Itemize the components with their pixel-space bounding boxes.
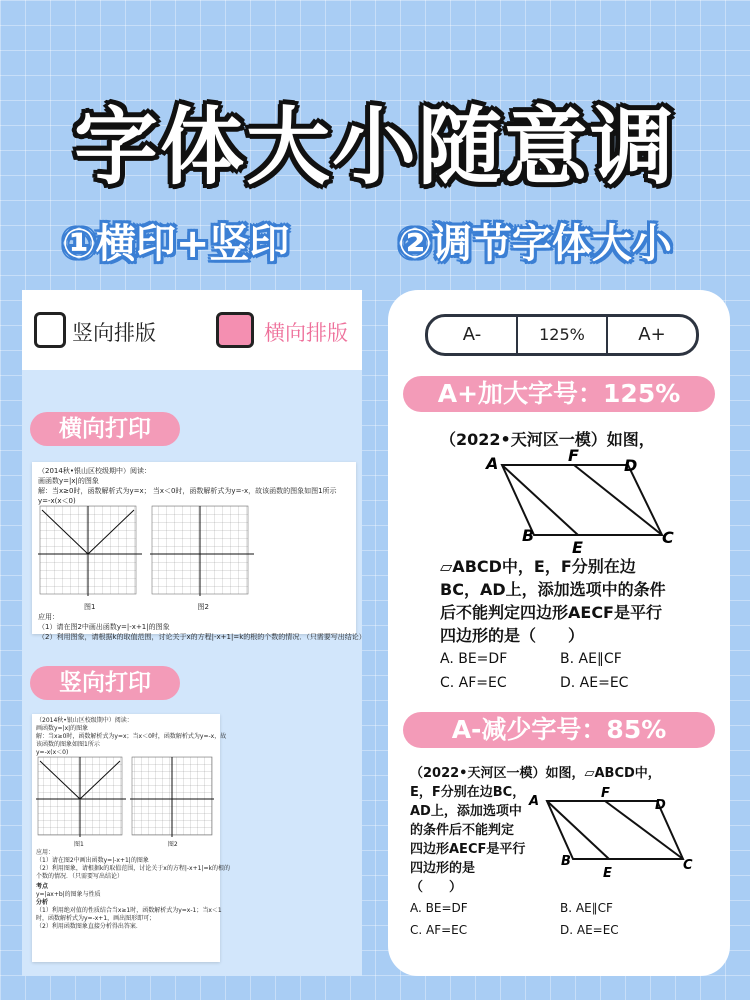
parallelogram-figure bbox=[440, 446, 680, 557]
option-c: C. AF=EC bbox=[440, 675, 507, 691]
options-row bbox=[440, 671, 678, 695]
zoom-value: 125% bbox=[516, 317, 608, 353]
problem-line: 四边形的是 bbox=[410, 861, 476, 876]
option-d: D. AE=EC bbox=[560, 675, 629, 691]
landscape-doc-preview bbox=[32, 462, 366, 641]
label-c: C bbox=[683, 858, 693, 873]
problem-line: （2022•天河区一模）如图，▱ABCD中， bbox=[410, 766, 661, 781]
option-d: D. AE=EC bbox=[560, 923, 619, 937]
subtitle-font-size: ②调节字体大小 bbox=[398, 221, 672, 267]
doc-line: y=-x(x＜0) bbox=[36, 749, 69, 756]
label-f: F bbox=[601, 786, 611, 801]
doc-line: （1）利用绝对值的性质结合当x≥1时，函数解析式为y=x-1；当x＜1 bbox=[36, 907, 222, 914]
increase-font-button[interactable]: A+ bbox=[638, 324, 666, 345]
option-b: B. AE∥CF bbox=[560, 901, 613, 915]
options-row bbox=[440, 647, 678, 671]
doc-line: （2）利用函数图象直接分析得出答案． bbox=[36, 923, 142, 930]
doc-line: y=-x(x＜0) bbox=[38, 497, 76, 505]
print-orientation-card bbox=[22, 290, 366, 976]
decrease-font-button[interactable]: A- bbox=[462, 324, 482, 345]
label-f: F bbox=[568, 446, 579, 465]
doc-line: y=|ax+b|的图象与性质 bbox=[36, 891, 101, 898]
problem-line: E，F分别在边BC， bbox=[410, 785, 526, 800]
orientation-toggle-bar bbox=[22, 290, 362, 371]
label-d: D bbox=[624, 456, 638, 475]
landscape-label[interactable]: 横向排版 bbox=[264, 321, 348, 345]
label-b: B bbox=[522, 526, 535, 545]
doc-line: （2014秋•银山区校级期中）阅读： bbox=[36, 717, 133, 724]
portrait-doc-preview bbox=[32, 714, 230, 962]
problem-large bbox=[436, 422, 682, 698]
fig2-label: 图2 bbox=[197, 603, 209, 611]
portrait-checkbox[interactable] bbox=[34, 312, 66, 348]
doc-line: 解：当x≥0时，函数解析式为y=x；当x＜0时，函数解析式为y=-x，故 bbox=[36, 733, 227, 740]
label-d: D bbox=[655, 798, 667, 813]
problem-line: 四边形的是（ ） bbox=[440, 626, 585, 645]
problem-line: ▱ABCD中，E，F分别在边 bbox=[440, 557, 636, 576]
option-c: C. AF=EC bbox=[410, 923, 468, 937]
doc-line: （1）请在图2中画出函数y=|-x+1|的图象 bbox=[36, 857, 149, 864]
page-title: 字体大小随意调 bbox=[73, 98, 676, 196]
zoom-control bbox=[425, 314, 699, 356]
doc-line: 个数的情况．（只需要写出结论） bbox=[36, 873, 124, 880]
problem-line: 后不能判定四边形AECF是平行 bbox=[440, 603, 662, 622]
problem-small bbox=[406, 760, 712, 956]
fig1-label: 图1 bbox=[74, 841, 84, 848]
doc-line: 时，函数解析式为y=-x+1，画出图形即可； bbox=[36, 915, 156, 922]
kaodian-heading: 考点 bbox=[36, 883, 49, 890]
option-a: A. BE=DF bbox=[410, 901, 468, 915]
doc-line: 解：当x≥0时，函数解析式为y=x； 当x＜0时，函数解析式为y=-x，故该函数的图象如图1所示 bbox=[38, 487, 337, 495]
label-c: C bbox=[662, 528, 674, 547]
options-row bbox=[410, 897, 708, 919]
doc-line: （2）利用图象，请根据k的取值范围，讨论关于x的方程|-x+1|=k的根的 bbox=[36, 865, 230, 872]
doc-line: 该函数的图象如图1所示 bbox=[36, 741, 100, 748]
fig1-label: 图1 bbox=[84, 603, 96, 611]
label-a: A bbox=[529, 794, 540, 809]
graph-figures-portrait bbox=[36, 757, 216, 841]
problem-source: （2022•天河区一模）如图， bbox=[440, 430, 655, 449]
parallelogram-figure-small bbox=[527, 783, 697, 883]
option-a: A. BE=DF bbox=[440, 651, 508, 667]
portrait-print-pill: 竖向打印 bbox=[30, 666, 180, 700]
problem-line: 的条件后不能判定 bbox=[410, 823, 515, 838]
graph-figures bbox=[38, 506, 350, 602]
landscape-print-pill: 横向打印 bbox=[30, 412, 180, 446]
fenxi-heading: 分析 bbox=[36, 899, 49, 906]
option-b: B. AE∥CF bbox=[560, 651, 622, 667]
options-row bbox=[410, 919, 708, 941]
doc-line: 画函数y=|x|的图象 bbox=[36, 725, 89, 732]
label-b: B bbox=[561, 854, 572, 869]
doc-line: 应用： bbox=[38, 613, 59, 621]
label-a: A bbox=[486, 454, 499, 473]
preview-area bbox=[22, 370, 366, 976]
font-size-card bbox=[388, 290, 730, 976]
problem-line: AD上，添加选项中 bbox=[410, 804, 522, 819]
problem-line: 四边形AECF是平行 bbox=[410, 842, 526, 857]
band-large-font: A+加大字号：125% bbox=[403, 376, 715, 412]
problem-line: （ ） bbox=[410, 880, 463, 895]
doc-line: （2）利用图象，请根据k的取值范围，讨论关于x的方程|-x+1|=k的根的个数的情况．（只需要写出结论） bbox=[38, 633, 366, 641]
doc-line: 应用： bbox=[36, 849, 55, 856]
doc-line: （2014秋•银山区校级期中）阅读： bbox=[38, 467, 151, 475]
label-e: E bbox=[603, 866, 613, 881]
problem-line: BC，AD上，添加选项中的条件 bbox=[440, 580, 666, 599]
doc-line: （1）请在图2中画出函数y=|-x+1|的图象 bbox=[38, 623, 170, 631]
landscape-checkbox[interactable] bbox=[216, 312, 254, 348]
portrait-label[interactable]: 竖向排版 bbox=[72, 321, 156, 345]
subtitle-landscape-portrait: ①横印+竖印 bbox=[62, 221, 290, 267]
band-small-font: A-减少字号：85% bbox=[403, 712, 715, 748]
fig2-label: 图2 bbox=[167, 841, 178, 848]
label-e: E bbox=[572, 538, 583, 557]
doc-line: 画函数y=|x|的图象 bbox=[38, 477, 99, 485]
